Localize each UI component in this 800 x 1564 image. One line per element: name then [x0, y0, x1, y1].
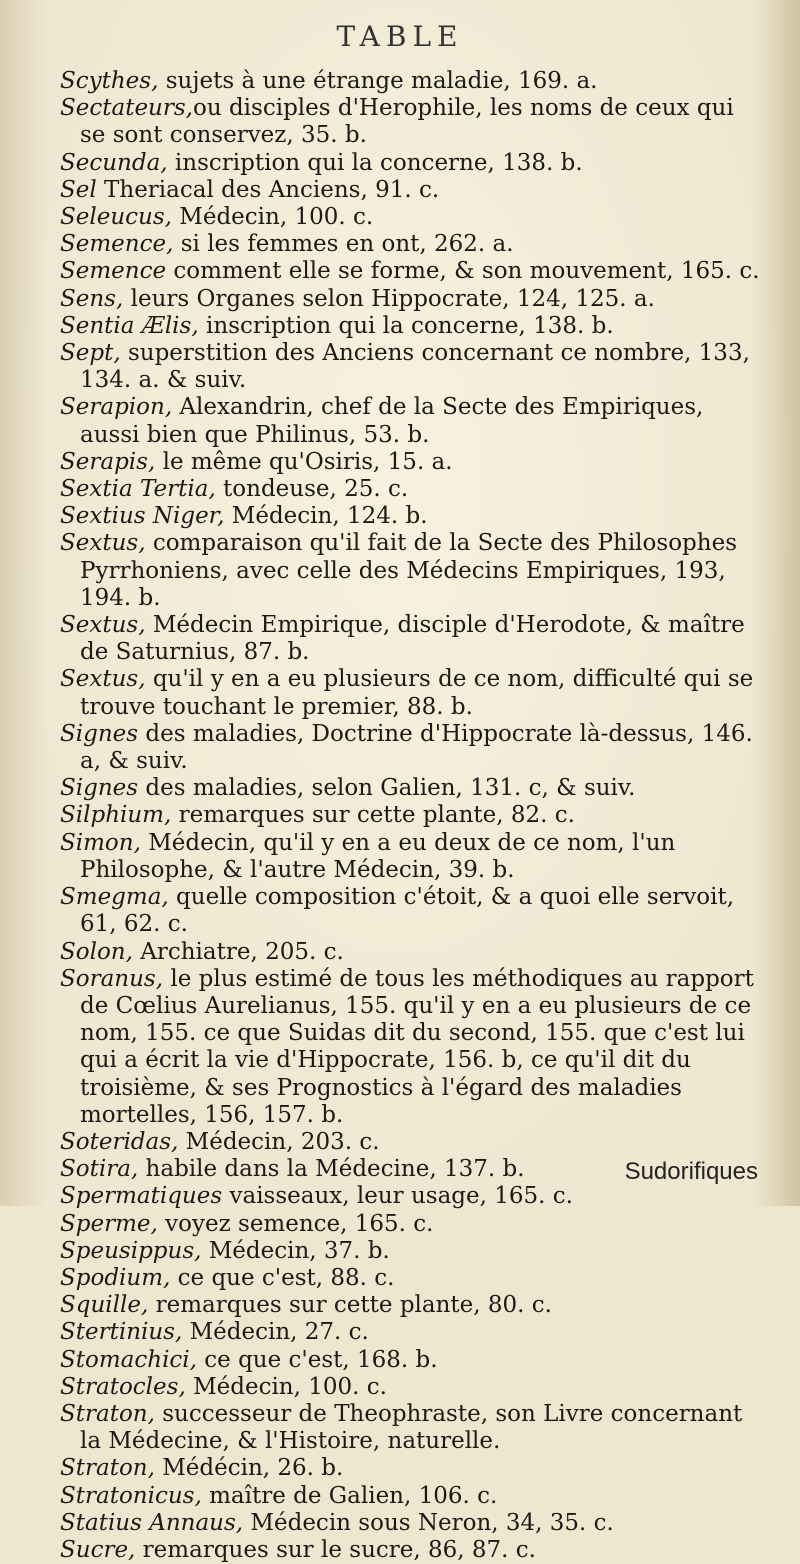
entry-headword: Spodium, [60, 1264, 171, 1291]
entry-text: Médécin, 26. b. [154, 1455, 344, 1482]
entry-headword: Sextus, [60, 612, 146, 639]
index-entry [60, 476, 760, 503]
index-entry [60, 1319, 760, 1346]
index-entry [60, 939, 760, 966]
entry-text: Médecin, 37. b. [201, 1237, 390, 1264]
entry-headword: Soranus, [60, 965, 164, 992]
entry-text: Médecin Empirique, disciple d'Herodote, & maître de Saturnius, 87. b. [80, 612, 745, 666]
entry-headword: Seleucus, [60, 204, 172, 231]
entry-text: inscription qui la concerne, 138. b. [198, 312, 614, 339]
entry-headword: Stratocles, [60, 1373, 186, 1400]
entry-text: tondeuse, 25. c. [215, 476, 409, 503]
entry-headword: Squille, [60, 1292, 149, 1319]
index-entry [60, 530, 760, 612]
index-entry [60, 802, 760, 829]
entry-text: Médecin, 100. c. [171, 204, 374, 231]
index-entry [60, 1510, 760, 1537]
entry-text: comparaison qu'il fait de la Secte des Philosophes Pyrrhoniens, avec celle des Médecins Empiriques, 193, 194. b. [80, 530, 737, 611]
entry-headword: Semence, [60, 231, 174, 258]
index-entry [60, 150, 760, 177]
entry-text: si les femmes en ont, 262. a. [173, 231, 514, 258]
entry-text: Médecin, 203. c. [178, 1128, 380, 1155]
entry-text: Médecin, 27. c. [182, 1319, 369, 1346]
index-entry [60, 775, 760, 802]
index-entry [60, 286, 760, 313]
index-entry [60, 449, 760, 476]
index-entry [60, 503, 760, 530]
entry-text: des maladies, Doctrine d'Hippocrate là-dessus, 146. a, & suiv. [80, 720, 753, 775]
index-entry [60, 1374, 760, 1401]
entry-text: remarques sur cette plante, 80. c. [148, 1292, 552, 1319]
entry-text: ce que c'est, 168. b. [196, 1346, 438, 1373]
entry-text: quelle composition c'étoit, & a quoi elle servoit, 61, 62. c. [80, 884, 735, 938]
entry-headword: Sept, [60, 340, 121, 367]
entry-headword: Sperme, [60, 1210, 158, 1237]
entry-headword: Sucre, [60, 1536, 136, 1563]
index-entry [60, 340, 760, 394]
entry-headword: Straton, [60, 1455, 155, 1482]
index-entry [60, 612, 760, 666]
entry-headword: Sextius Niger, [60, 503, 225, 530]
entry-text: remarques sur le sucre, 86, 87. c. [135, 1536, 536, 1563]
entry-headword: Soteridas, [60, 1128, 179, 1155]
entry-text: ce que c'est, 88. c. [170, 1264, 395, 1291]
entry-headword: Stomachici, [60, 1346, 197, 1373]
index-entry [60, 177, 760, 204]
index-entry-list [60, 68, 760, 1564]
index-entry [60, 1292, 760, 1319]
index-entry [60, 95, 760, 149]
index-entry [60, 1455, 760, 1482]
entry-headword: Stratonicus, [60, 1482, 202, 1509]
entry-text: habile dans la Médecine, 137. b. [138, 1156, 525, 1183]
entry-text: voyez semence, 165. c. [157, 1210, 434, 1237]
entry-text: inscription qui la concerne, 138. b. [167, 149, 583, 176]
index-entry [60, 1537, 760, 1564]
entry-headword: Signes [60, 775, 139, 802]
index-entry [60, 966, 760, 1129]
entry-text: remarques sur cette plante, 82. c. [171, 802, 575, 829]
index-entry [60, 258, 760, 285]
entry-headword: Sextus, [60, 530, 146, 557]
index-entry [60, 1238, 760, 1265]
entry-headword: Silphium, [60, 802, 172, 829]
entry-headword: Sens, [60, 285, 124, 312]
entry-headword: Statius Annaus, [60, 1509, 244, 1536]
entry-text: comment elle se forme, & son mouvement, 165. c. [166, 258, 760, 285]
entry-headword: Sotira, [60, 1156, 139, 1183]
index-entry [60, 1483, 760, 1510]
entry-headword: Sel [60, 176, 97, 203]
entry-text: maître de Galien, 106. c. [201, 1482, 498, 1509]
entry-headword: Secunda, [60, 149, 168, 176]
page-header: TABLE [336, 20, 464, 53]
entry-text: Médecin, 100. c. [185, 1373, 387, 1400]
entry-headword: Stertinius, [60, 1319, 183, 1346]
entry-text: des maladies, selon Galien, 131. c, & suiv. [138, 775, 636, 802]
index-entry [60, 1211, 760, 1238]
entry-headword: Spermatiques [60, 1183, 223, 1210]
index-entry [60, 1129, 760, 1156]
entry-headword: Straton, [60, 1400, 155, 1427]
entry-text: sujets à une étrange maladie, 169. a. [158, 68, 598, 94]
index-entry [60, 884, 760, 938]
entry-headword: Simon, [60, 829, 141, 856]
entry-headword: Smegma, [60, 884, 169, 911]
index-entry [60, 830, 760, 884]
entry-headword: Sextia Tertia, [60, 476, 216, 503]
entry-text: successeur de Theophraste, son Livre concernant la Médecine, & l'Histoire, naturelle. [80, 1400, 743, 1455]
entry-headword: Sentia Ælis, [60, 312, 199, 339]
index-entry [60, 721, 760, 775]
index-entry [60, 313, 760, 340]
index-entry [60, 231, 760, 258]
entry-headword: Serapis, [60, 448, 156, 475]
index-entry [60, 68, 760, 95]
index-entry [60, 666, 760, 720]
index-entry [60, 1347, 760, 1374]
index-entry [60, 204, 760, 231]
entry-text: superstition des Anciens concernant ce nombre, 133, 134. a. & suiv. [80, 340, 750, 394]
entry-headword: Semence [60, 258, 167, 285]
entry-text: leurs Organes selon Hippocrate, 124, 125. a. [123, 285, 655, 312]
entry-text: le plus estimé de tous les méthodiques au rapport de Cœlius Aurelianus, 155. qu'il y en a eu plusieurs de ce nom, 155. ce que Suidas dit du second, 155. que c'est lui qui a écrit la vie d'Hippocrate, 156. b, ce qu'il dit du troisième, & ses Prognostics à l'égard des maladies mortelles, 156, 157. b. [80, 965, 754, 1128]
entry-text: qu'il y en a eu plusieurs de ce nom, difficulté qui se trouve touchant le premier, 88. b. [80, 666, 754, 720]
index-entry [60, 1265, 760, 1292]
entry-text: Médecin, 124. b. [224, 503, 428, 530]
entry-text: vaisseaux, leur usage, 165. c. [222, 1183, 573, 1210]
index-entry [60, 1401, 760, 1455]
entry-headword: Serapion, [60, 394, 173, 421]
entry-headword: Sextus, [60, 666, 146, 693]
entry-text: Alexandrin, chef de la Secte des Empiriques, aussi bien que Philinus, 53. b. [80, 394, 704, 448]
entry-headword: Signes [60, 720, 139, 747]
index-entry [60, 394, 760, 448]
entry-text: ou disciples d'Herophile, les noms de ceux qui se sont conservez, 35. b. [80, 95, 734, 149]
catchword: Sudorifiques [624, 1158, 758, 1185]
entry-text: Theriacal des Anciens, 91. c. [96, 176, 440, 203]
entry-headword: Sectateurs, [60, 95, 193, 122]
entry-headword: Speusippus, [60, 1237, 202, 1264]
entry-text: le même qu'Osiris, 15. a. [155, 448, 453, 475]
entry-headword: Scythes, [60, 68, 159, 94]
index-entry [60, 1183, 760, 1210]
entry-headword: Solon, [60, 938, 133, 965]
entry-text: Médecin sous Neron, 34, 35. c. [243, 1509, 614, 1536]
entry-text: Archiatre, 205. c. [132, 938, 344, 965]
entry-text: Médecin, qu'il y en a eu deux de ce nom, l'un Philosophe, & l'autre Médecin, 39. b. [80, 829, 676, 883]
